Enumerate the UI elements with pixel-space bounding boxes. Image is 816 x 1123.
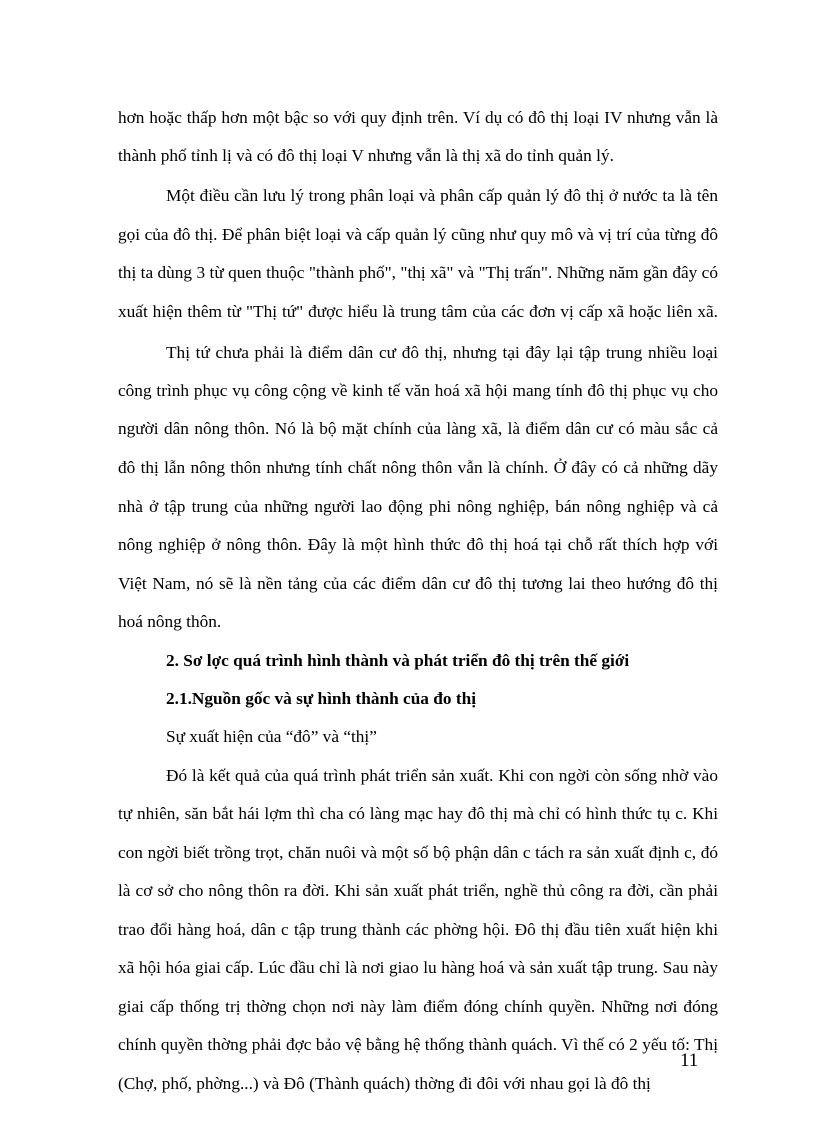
text-line: hoá nông thôn.	[118, 612, 222, 631]
section-heading: 2. Sơ lợc quá trình hình thành và phát triển đô thị trên thế giới	[166, 651, 630, 670]
text-line: đô thị lẫn nông thôn nhưng tính chất nông thôn vẫn là chính. Ở đây có cả những dãy	[118, 458, 718, 477]
text-line: Sự xuất hiện của “đô” và “thị”	[166, 727, 377, 746]
text-line: là cơ sở cho nông thôn ra đời. Khi sản xuất phát triển, nghề thủ công ra đời, cần phải	[118, 881, 718, 900]
text-line: (Chợ, phố, phờng...) và Đô (Thành quách) thờng đi đôi với nhau gọi là đô thị	[118, 1074, 651, 1093]
text-line: gọi của đô thị. Để phân biệt loại và cấp quản lý cũng như quy mô và vị trí của từng đô	[118, 225, 718, 244]
text-line: Đó là kết quả của quá trình phát triển sản xuất. Khi con ngời còn sống nhờ vào	[166, 766, 718, 785]
text-line: thành phố tỉnh lị và có đô thị loại V nhưng vẫn là thị xã do tỉnh quản lý.	[118, 146, 614, 165]
subsection-heading: 2.1.Nguồn gốc và sự hình thành của đo thị	[166, 689, 476, 708]
text-line: xuất hiện thêm từ "Thị tứ" được hiểu là trung tâm của các đơn vị cấp xã hoặc liên xã.	[118, 302, 718, 321]
text-line: Một điều cần lưu lý trong phân loại và phân cấp quản lý đô thị ở nước ta là tên	[166, 186, 718, 205]
text-line: Thị tứ chưa phải là điểm dân cư đô thị, nhưng tại đây lại tập trung nhiều loại	[166, 343, 718, 362]
text-line: xã hội hóa giai cấp. Lúc đầu chỉ là nơi giao lu hàng hoá và sản xuất tập trung. Sau này	[118, 958, 718, 977]
text-line: Việt Nam, nó sẽ là nền tảng của các điểm dân cư đô thị tương lai theo hướng đô thị	[118, 574, 718, 593]
text-line: nông nghiệp ở nông thôn. Đây là một hình thức đô thị hoá tại chỗ rất thích hợp với	[118, 535, 718, 554]
text-line: người dân nông thôn. Nó là bộ mặt chính của làng xã, là điểm dân cư có màu sắc cả	[118, 419, 718, 438]
text-line: hơn hoặc thấp hơn một bậc so với quy định trên. Ví dụ có đô thị loại IV nhưng vẫn là	[118, 108, 718, 127]
text-line: tự nhiên, săn bắt hái lợm thì cha có làng mạc hay đô thị mà chỉ có hình thức tụ c. Khi	[118, 804, 718, 823]
text-line: công trình phục vụ công cộng về kinh tế văn hoá xã hội mang tính đô thị phục vụ cho	[118, 381, 718, 400]
page-number: 11	[680, 1050, 699, 1071]
text-line: chính quyền thờng phải đợc bảo vệ bằng hệ thống thành quách. Vì thế có 2 yếu tố: Thị	[118, 1035, 718, 1054]
text-line: trao đổi hàng hoá, dân c tập trung thành các phờng hội. Đô thị đầu tiên xuất hiện khi	[118, 920, 718, 939]
text-line: thị ta dùng 3 từ quen thuộc "thành phố", "thị xã" và "Thị trấn". Những năm gần đây có	[118, 263, 718, 282]
text-line: con ngời biết trồng trọt, chăn nuôi và một số bộ phận dân c tách ra sản xuất định c, đó	[118, 843, 718, 862]
text-line: giai cấp thống trị thờng chọn nơi này làm điểm đóng chính quyền. Những nơi đóng	[118, 997, 718, 1016]
text-line: nhà ở tập trung của những người lao động phi nông nghiệp, bán nông nghiệp và cả	[118, 497, 718, 516]
